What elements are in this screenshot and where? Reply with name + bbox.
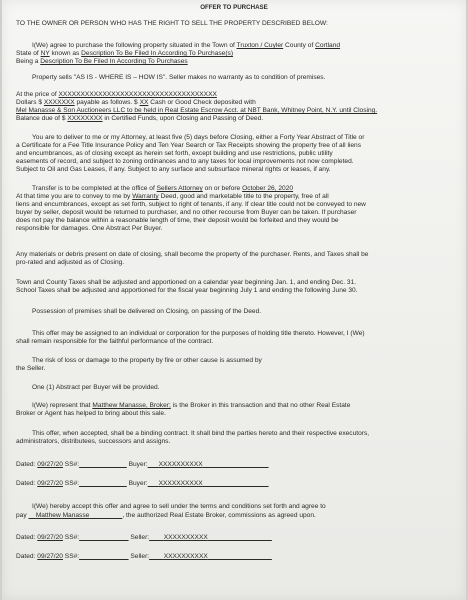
buyer-signature-row: Dated: 09/27/20 SS#: Buyer: XXXXXXXXXX (16, 461, 203, 468)
taxes-line: Town and County Taxes shall be adjusted and apportioned on a calendar year beginning Jan. 1, and ending Dec. 31. (16, 279, 357, 286)
buyer-name-field: XXXXXXXXXX (158, 461, 203, 468)
being-a-field: Description To Be Filed In According To Purchases (40, 58, 188, 65)
deposit-field: XX (139, 99, 149, 106)
closing-date-field: October 26, 2020 (242, 185, 294, 192)
transfer-line-2: At that time you are to convey to me by Warranty Deed, good and marketable title to the property, free of all (16, 193, 329, 200)
seller-signature-row: Dated: 09/27/20 SS#: Seller: XXXXXXXXXX (16, 534, 208, 541)
deliver-line: You are to deliver to me or my Attorney, at least five (5) days before Closing, either a Forty Year Abstract of Title or (32, 134, 365, 141)
transfer-line: buyer by seller, deposit would be returned to purchaser, and no other recourse from Buyer can be taken. If purchaser (16, 209, 357, 216)
assign-line: This offer may be assigned to an individual or corporation for the purposes of holding title thereto. However, I (We) (32, 330, 365, 337)
transfer-line: liens and encumbrances, except as set forth, subject to right of tenants, if any. If clear title could not be conveyed to new (16, 201, 366, 208)
deliver-line: and encumbrances, as of closing except as herein set forth, except building and use restrictions, public utility (16, 150, 333, 157)
seller-name-field: XXXXXXXXXX (163, 534, 208, 541)
office-field: Sellers Attorney (156, 185, 203, 192)
deliver-line: a Certificate for a Fee Title Insurance Policy and Ten Year Search or Tax Receipts showing the property free of all liens (16, 142, 362, 149)
document-title: OFFER TO PURCHASE (200, 4, 268, 11)
assign-line: shall remain responsible for the faithful performance of the contract. (16, 338, 214, 345)
seller-signature-row: Dated: 09/27/20 SS#: Seller: XXXXXXXXXX (16, 553, 208, 560)
binding-line: administrators, distributees, successors and assigns. (16, 438, 171, 445)
seller-name-field: XXXXXXXXXX (163, 553, 208, 560)
deliver-line: Subject to Oil and Gas Leases, if any. Subject to any surface and subsurface mineral rights or leases, if any. (16, 166, 331, 173)
known-as-field: Description To Be Filed In According To Purchase(s) (81, 50, 234, 57)
seller-date-field: 09/27/20 (37, 553, 63, 560)
binding-line: This offer, when accepted, shall be a binding contract. It shall bind the parties hereto and their respective executors, (32, 430, 370, 437)
price-line-2: Dollars $ XXXXXXX payable as follows. $ XX Cash or Good Check deposited with (16, 99, 256, 106)
buyer-date-field: 09/27/20 (37, 461, 63, 468)
property-line-1: I(We) agree to purchase the following property situated in the Town of Truxton / Cuyler County of Cortland (32, 42, 341, 49)
broker-line-2: Broker or Agent has helped to bring about this sale. (16, 410, 166, 417)
escrow-line: Mel Manasse & Son Auctioneers LLC to be held in Real Estate Escrow Acct. at NBT Bank, Whitney Point, N.Y. until Closing. (16, 107, 378, 114)
transfer-line-1: Transfer is to be completed at the office of Sellers Attorney on or before October 26, 2020 (32, 185, 294, 192)
deed-type-field: Warranty (132, 193, 159, 200)
town-field: Truxton / Cuyler (236, 42, 284, 49)
buyer-signature-row: Dated: 09/27/20 SS#: Buyer: XXXXXXXXXX (16, 480, 203, 487)
buyer-date-field: 09/27/20 (37, 480, 63, 487)
materials-line: pro-rated and adjusted as of Closing. (16, 259, 125, 266)
accept-line-2: pay Matthew Manasse , the authorized Real Estate Broker, commissions as agreed upon. (16, 512, 316, 519)
price-field: XXXXXXXXXXXXXXXXXXXXXXXXXXXXXXXXXXXX (58, 91, 217, 98)
transfer-line: responsible for damages. One Abstract Per Buyer. (16, 225, 163, 232)
deliver-line: easements of record, and subject to zoning ordinances and to any taxes for local improvements not now completed. (16, 158, 354, 165)
state-field: NY (40, 50, 50, 57)
broker-name-field: Matthew Manasse, Broker; (92, 402, 171, 409)
buyer-name-field: XXXXXXXXXX (158, 480, 203, 487)
risk-line: the Seller. (16, 365, 46, 372)
seller-date-field: 09/27/20 (37, 534, 63, 541)
as-is-clause: Property sells "AS IS - WHERE IS – HOW IS". Seller makes no warranty as to condition of premises. (32, 74, 326, 81)
price-line-4: Balance due of $ XXXXXXXX in Certified Funds, upon Closing and Passing of Deed. (16, 115, 264, 122)
abstract-clause: One (1) Abstract per Buyer will be provided. (32, 384, 160, 391)
taxes-line: School Taxes shall be adjusted and apportioned for the fiscal year beginning July 1 and ending the following June 30. (16, 287, 358, 294)
risk-line: The risk of loss or damage to the property by fire or other cause is assumed by (32, 357, 262, 364)
price-line-1: At the price of XXXXXXXXXXXXXXXXXXXXXXXXXXXXXXXXXXXX (16, 91, 217, 98)
property-line-2: State of NY known as Description To Be Filed In According To Purchase(s) (16, 50, 234, 57)
balance-field: XXXXXXXX (67, 115, 103, 122)
county-field: Cortland (315, 42, 341, 49)
broker-line-1: I(We) represent that Matthew Manasse, Broker; is the Broker in this transaction and that no other Real Estate (32, 402, 351, 409)
materials-line: Any materials or debris present on date of closing, shall become the property of the purchaser. Rents, and Taxes shall be (16, 251, 369, 258)
possession-clause: Possession of premises shall be delivered on Closing, on passing of the Deed. (32, 308, 262, 315)
heading: TO THE OWNER OR PERSON WHO HAS THE RIGHT TO SELL THE PROPERTY DESCRIBED BELOW: (16, 20, 328, 27)
transfer-line: does not pay the balance within a reasonable length of time, their deposit would be forfeited and they would be (16, 217, 339, 224)
payee-field: Matthew Manasse (35, 512, 90, 519)
property-line-3: Being a Description To Be Filed In According To Purchases (16, 58, 188, 65)
offer-document (2, 0, 466, 600)
dollars-field: XXXXXXX (43, 99, 75, 106)
accept-line-1: I(We) hereby accept this offer and agree to sell under the terms and conditions set forth and agree to (32, 503, 326, 510)
